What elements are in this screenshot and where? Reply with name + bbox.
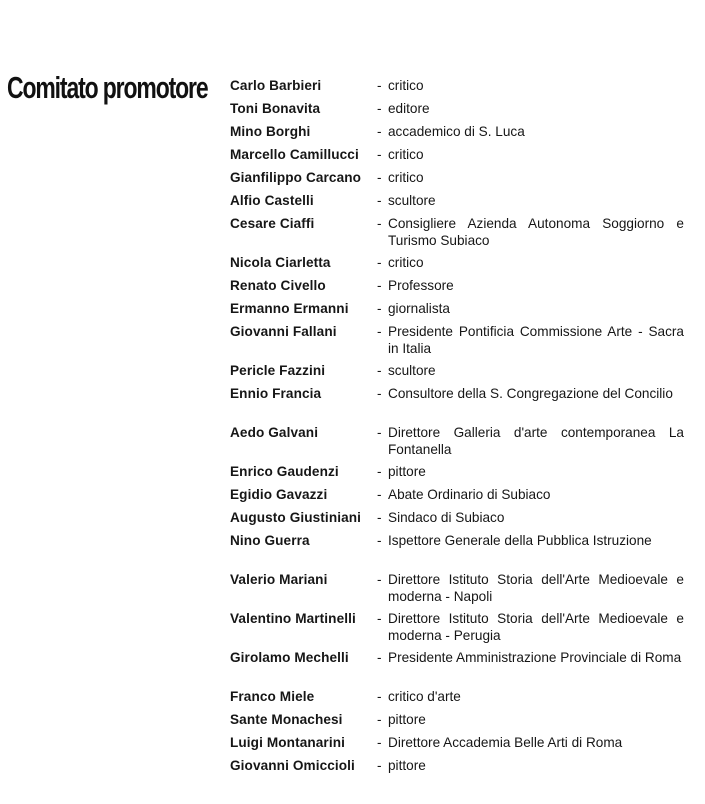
member-role: - pittore	[375, 757, 684, 774]
member-row	[230, 100, 690, 117]
member-name: Enrico Gaudenzi	[230, 464, 339, 479]
member-row	[230, 146, 690, 163]
member-name: Ermanno Ermanni	[230, 301, 349, 316]
member-row	[230, 424, 690, 458]
member-role: - pittore	[375, 711, 684, 728]
member-role: - critico d'arte	[375, 688, 684, 705]
member-name: Marcello Camillucci	[230, 147, 359, 162]
member-row	[230, 169, 690, 186]
member-name: Augusto Giustiniani	[230, 510, 362, 525]
member-role: - critico	[375, 169, 684, 186]
member-row	[230, 277, 690, 294]
member-row	[230, 532, 690, 549]
member-name: Mino Borghi	[230, 124, 311, 139]
member-name: Valentino Martinelli	[230, 611, 356, 626]
member-role: - Direttore Galleria d'arte contemporanea La Fontanella	[375, 424, 684, 458]
member-role: - pittore	[375, 463, 684, 480]
member-role: - Direttore Accademia Belle Arti di Roma	[375, 734, 684, 751]
member-row	[230, 123, 690, 140]
member-role: - Consigliere Azienda Autonoma Soggiorno e Turismo Subiaco	[375, 215, 684, 249]
member-role: - Presidente Amministrazione Provinciale di Roma	[375, 649, 684, 666]
member-row	[230, 463, 690, 480]
member-role: - giornalista	[375, 300, 684, 317]
member-name: Franco Miele	[230, 689, 315, 704]
member-row	[230, 215, 690, 249]
member-role: - accademico di S. Luca	[375, 123, 684, 140]
member-row	[230, 734, 690, 751]
member-role: - Direttore Istituto Storia dell'Arte Medioevale e moderna - Napoli	[375, 571, 684, 605]
member-row	[230, 711, 690, 728]
member-role: - scultore	[375, 362, 684, 379]
member-row	[230, 323, 690, 357]
member-role: - Ispettore Generale della Pubblica Istruzione	[375, 532, 684, 549]
member-row	[230, 486, 690, 503]
member-row	[230, 362, 690, 379]
member-name: Carlo Barbieri	[230, 78, 322, 93]
member-name: Sante Monachesi	[230, 712, 343, 727]
member-name: Nicola Ciarletta	[230, 255, 331, 270]
member-row	[230, 254, 690, 271]
member-role: - critico	[375, 254, 684, 271]
member-row	[230, 192, 690, 209]
member-name: Nino Guerra	[230, 533, 310, 548]
member-name: Giovanni Omiccioli	[230, 758, 355, 773]
member-row	[230, 77, 690, 94]
member-row	[230, 571, 690, 605]
member-role: - Consultore della S. Congregazione del Concilio	[375, 385, 684, 402]
member-name: Aedo Galvani	[230, 425, 319, 440]
member-name: Ennio Francia	[230, 386, 322, 401]
member-role: - critico	[375, 77, 684, 94]
member-role: - Presidente Pontificia Commissione Arte - Sacra in Italia	[375, 323, 684, 357]
member-name: Renato Civello	[230, 278, 326, 293]
member-role: - Professore	[375, 277, 684, 294]
member-name: Alfio Castelli	[230, 193, 314, 208]
member-name: Girolamo Mechelli	[230, 650, 349, 665]
member-role: - scultore	[375, 192, 684, 209]
member-role: - editore	[375, 100, 684, 117]
member-role: - Abate Ordinario di Subiaco	[375, 486, 684, 503]
member-row	[230, 385, 690, 402]
member-row	[230, 688, 690, 705]
member-row	[230, 300, 690, 317]
member-name: Luigi Montanarini	[230, 735, 345, 750]
member-row	[230, 509, 690, 526]
member-name: Cesare Ciaffi	[230, 216, 315, 231]
member-name: Pericle Fazzini	[230, 363, 326, 378]
member-role: - Direttore Istituto Storia dell'Arte Medioevale e moderna - Perugia	[375, 610, 684, 644]
member-row	[230, 649, 690, 666]
member-name: Giovanni Fallani	[230, 324, 337, 339]
page-title: Comitato promotore	[7, 70, 208, 105]
member-name: Toni Bonavita	[230, 101, 321, 116]
member-name: Valerio Mariani	[230, 572, 328, 587]
member-row	[230, 757, 690, 774]
member-role: - critico	[375, 146, 684, 163]
member-name: Egidio Gavazzi	[230, 487, 328, 502]
member-row	[230, 610, 690, 644]
member-role: - Sindaco di Subiaco	[375, 509, 684, 526]
member-name: Gianfilippo Carcano	[230, 170, 362, 185]
